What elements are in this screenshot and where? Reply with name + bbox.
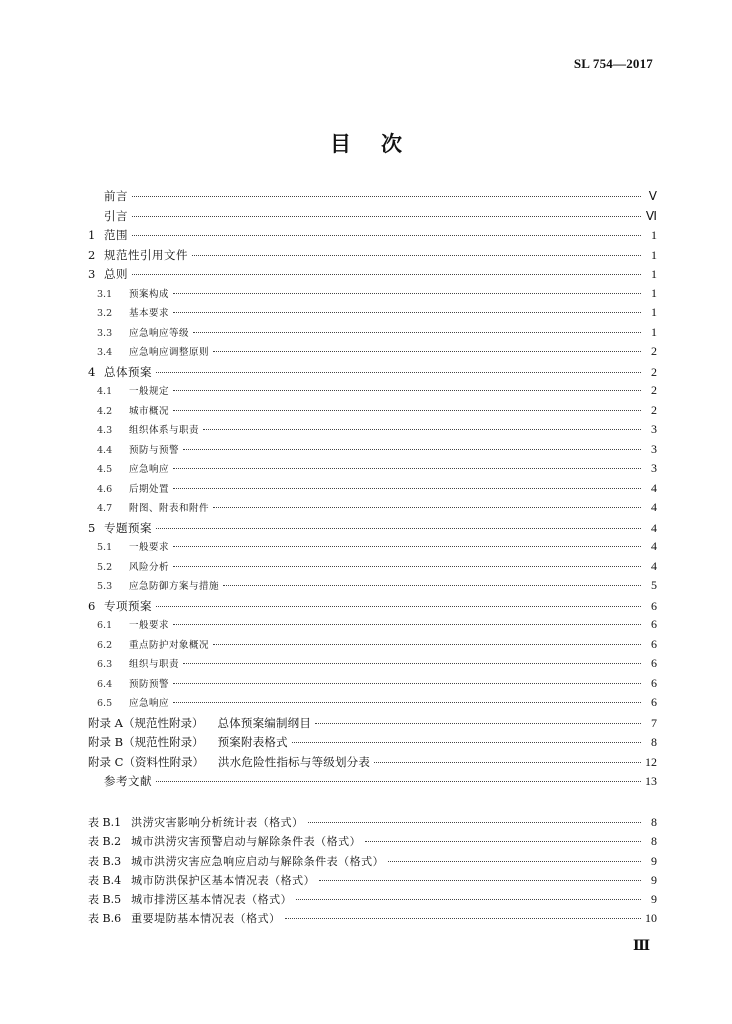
table-of-contents	[88, 188, 657, 793]
toc-entry[interactable]	[88, 286, 657, 306]
entry-number: 附录 B（规范性附录）	[88, 735, 204, 749]
entry-page: 1	[651, 247, 657, 262]
toc-entry[interactable]	[88, 403, 657, 423]
entry-title: 组织与职责	[129, 659, 180, 670]
dot-leader	[173, 702, 641, 703]
dot-leader	[365, 841, 641, 842]
entry-page: 4	[651, 500, 657, 514]
entry-number: 4.5	[97, 464, 113, 475]
entry-title: 一般规定	[129, 386, 170, 397]
dot-leader	[173, 410, 641, 411]
dot-leader	[285, 918, 641, 919]
entry-title: 应急响应	[129, 698, 170, 709]
dot-leader	[173, 683, 641, 684]
entry-page: 4	[651, 520, 657, 535]
table-entry[interactable]	[88, 891, 657, 910]
entry-number: 表 B.5	[88, 893, 122, 907]
entry-number: 4.6	[97, 483, 113, 495]
table-entry[interactable]	[88, 910, 657, 929]
entry-title: 洪水危险性指标与等级划分表	[217, 754, 371, 769]
dot-leader	[192, 255, 641, 256]
entry-title: 一般要求	[129, 542, 170, 553]
toc-entry[interactable]	[88, 481, 657, 501]
toc-entry[interactable]	[88, 208, 657, 228]
entry-page: 3	[651, 422, 657, 436]
entry-title: 总体预案	[104, 364, 152, 379]
entry-title: 风险分析	[129, 561, 170, 573]
entry-number: 表 B.2	[88, 835, 122, 849]
dot-leader	[319, 880, 641, 881]
entry-page: 6	[651, 617, 657, 631]
entry-number: 6.5	[97, 698, 113, 709]
entry-number: 5	[88, 520, 96, 535]
dot-leader	[132, 196, 641, 197]
table-entry[interactable]	[88, 833, 657, 852]
entry-page: 4	[651, 558, 657, 573]
toc-entry[interactable]	[88, 266, 657, 286]
entry-number: 5.2	[97, 561, 113, 573]
page-title: 目次	[330, 131, 432, 156]
entry-title: 预防预警	[129, 678, 170, 690]
entry-number: 4.7	[97, 503, 113, 514]
dot-leader	[173, 624, 641, 625]
dot-leader	[173, 488, 641, 489]
dot-leader	[183, 663, 641, 664]
toc-entry[interactable]	[88, 442, 657, 462]
entry-page: 1	[651, 228, 657, 242]
dot-leader	[193, 332, 641, 333]
entry-page: 9	[651, 892, 657, 907]
entry-page: 1	[651, 324, 657, 339]
entry-number: 附录 C（资料性附录）	[88, 754, 204, 769]
toc-entry[interactable]	[88, 188, 657, 208]
entry-page: 4	[651, 480, 657, 495]
entry-title: 范围	[104, 228, 128, 242]
entry-title: 应急响应	[129, 464, 170, 475]
entry-number: 3.4	[97, 347, 113, 358]
entry-page: 6	[651, 675, 657, 690]
entry-page: 7	[651, 715, 657, 730]
toc-entry[interactable]	[88, 559, 657, 579]
entry-title: 总体预案编制纲目	[217, 715, 312, 730]
entry-title: 预案附表格式	[217, 735, 288, 749]
entry-number: 1	[88, 228, 96, 242]
toc-entry[interactable]	[88, 325, 657, 345]
entry-number: 3	[88, 267, 96, 281]
dot-leader	[388, 861, 641, 862]
entry-page: 8	[651, 815, 657, 829]
toc-entry[interactable]	[88, 637, 657, 657]
entry-number: 4.2	[97, 405, 113, 417]
entry-number: 6	[88, 598, 96, 613]
entry-page: 2	[651, 344, 657, 358]
dot-leader	[132, 235, 641, 236]
list-of-tables	[88, 814, 657, 930]
dot-leader	[223, 585, 641, 586]
entry-title: 重点防护对象概况	[129, 639, 210, 651]
dot-leader	[213, 351, 641, 352]
toc-entry[interactable]	[88, 695, 657, 715]
toc-entry[interactable]	[88, 383, 657, 403]
toc-entry[interactable]	[88, 227, 657, 247]
entry-title: 前言	[104, 189, 128, 203]
entry-number: 4.4	[97, 444, 113, 456]
entry-title: 预案构成	[129, 288, 170, 300]
toc-entry[interactable]	[88, 539, 657, 559]
standard-code: SL 754—2017	[573, 56, 653, 71]
entry-title: 专项预案	[104, 598, 152, 613]
entry-page: 6	[651, 695, 657, 709]
toc-entry[interactable]	[88, 773, 657, 793]
entry-title: 重要堤防基本情况表（格式）	[131, 912, 281, 926]
dot-leader	[203, 429, 641, 430]
entry-page: 2	[651, 364, 657, 379]
entry-title: 总则	[104, 267, 128, 281]
dot-leader	[173, 312, 641, 313]
entry-title: 城市排涝区基本情况表（格式）	[131, 893, 293, 907]
toc-entry[interactable]	[88, 578, 657, 598]
entry-page: 10	[645, 911, 657, 926]
entry-number: 表 B.1	[88, 816, 122, 829]
toc-entry[interactable]	[88, 754, 657, 774]
entry-number: 5.3	[97, 581, 113, 592]
dot-leader	[156, 606, 641, 607]
toc-entry[interactable]	[88, 344, 657, 364]
entry-title: 一般要求	[129, 620, 170, 631]
entry-page: 6	[651, 598, 657, 613]
entry-title: 规范性引用文件	[104, 247, 188, 262]
dot-leader	[374, 762, 641, 763]
dot-leader	[183, 449, 641, 450]
toc-entry[interactable]	[88, 617, 657, 637]
entry-number: 5.1	[97, 542, 113, 553]
page-number: Ⅲ	[632, 939, 650, 954]
entry-number: 6.2	[97, 639, 113, 651]
entry-page: 9	[651, 853, 657, 868]
entry-page: 8	[651, 834, 657, 849]
entry-title: 应急响应调整原则	[129, 347, 210, 358]
entry-page: 2	[651, 402, 657, 417]
entry-page: 2	[651, 383, 657, 397]
entry-title: 应急防御方案与措施	[129, 581, 220, 592]
entry-page: 6	[651, 656, 657, 670]
entry-page: 13	[645, 774, 657, 788]
entry-number: 3.3	[97, 327, 113, 339]
entry-number: 附录 A（规范性附录）	[88, 715, 204, 730]
entry-title: 城市洪涝灾害应急响应启动与解除条件表（格式）	[131, 854, 385, 868]
dot-leader	[292, 742, 641, 743]
entry-page: 1	[651, 285, 657, 300]
entry-title: 预防与预警	[129, 444, 180, 456]
entry-number: 2	[88, 247, 96, 262]
toc-entry[interactable]	[88, 305, 657, 325]
entry-title: 参考文献	[104, 774, 152, 788]
entry-title: 城市概况	[129, 405, 170, 417]
dot-leader	[173, 468, 641, 469]
entry-title: 引言	[104, 208, 128, 223]
dot-leader	[173, 390, 641, 391]
toc-entry[interactable]	[88, 247, 657, 267]
entry-page: 1	[651, 267, 657, 281]
entry-page: 1	[651, 305, 657, 319]
entry-title: 城市洪涝灾害预警启动与解除条件表（格式）	[131, 835, 362, 849]
table-entry[interactable]	[88, 872, 657, 891]
toc-entry[interactable]	[88, 520, 657, 540]
dot-leader	[132, 274, 641, 275]
toc-entry[interactable]	[88, 364, 657, 384]
entry-number: 6.3	[97, 659, 113, 670]
entry-page: Ⅴ	[648, 189, 657, 203]
entry-number: 6.1	[97, 620, 113, 631]
entry-page: 12	[645, 754, 657, 769]
entry-page: 5	[651, 578, 657, 592]
toc-entry[interactable]	[88, 676, 657, 696]
dot-leader	[173, 546, 641, 547]
toc-entry[interactable]	[88, 461, 657, 481]
table-entry[interactable]	[88, 814, 657, 833]
entry-page: 3	[651, 441, 657, 456]
table-entry[interactable]	[88, 853, 657, 872]
entry-number: 3.2	[97, 308, 113, 319]
dot-leader	[315, 723, 641, 724]
toc-entry[interactable]	[88, 715, 657, 735]
entry-title: 附图、附表和附件	[129, 503, 210, 514]
entry-number: 3.1	[97, 288, 113, 300]
entry-number: 4	[88, 364, 96, 379]
dot-leader	[213, 507, 641, 508]
entry-title: 城市防洪保护区基本情况表（格式）	[131, 873, 316, 887]
entry-title: 基本要求	[129, 308, 170, 319]
entry-number: 4.1	[97, 386, 113, 397]
entry-title: 组织体系与职责	[129, 425, 200, 436]
entry-title: 洪涝灾害影响分析统计表（格式）	[131, 816, 304, 829]
dot-leader	[213, 644, 641, 645]
dot-leader	[173, 566, 641, 567]
toc-entry[interactable]	[88, 734, 657, 754]
dot-leader	[156, 372, 641, 373]
entry-number: 4.3	[97, 425, 113, 436]
toc-entry[interactable]	[88, 656, 657, 676]
entry-page: Ⅵ	[645, 208, 657, 223]
dot-leader	[308, 822, 641, 823]
entry-number: 6.4	[97, 678, 113, 690]
entry-title: 应急响应等级	[129, 327, 190, 339]
dot-leader	[156, 528, 641, 529]
dot-leader	[132, 216, 641, 217]
entry-number: 表 B.3	[88, 854, 122, 868]
dot-leader	[173, 293, 641, 294]
entry-page: 4	[651, 539, 657, 553]
entry-number: 表 B.4	[88, 873, 122, 887]
entry-title: 专题预案	[104, 520, 152, 535]
entry-title: 后期处置	[129, 483, 170, 495]
toc-entry[interactable]	[88, 500, 657, 520]
dot-leader	[296, 899, 641, 900]
entry-number: 表 B.6	[88, 912, 122, 926]
toc-entry[interactable]	[88, 598, 657, 618]
dot-leader	[156, 781, 641, 782]
entry-page: 8	[651, 735, 657, 749]
entry-page: 9	[651, 872, 657, 887]
entry-page: 3	[651, 461, 657, 475]
toc-entry[interactable]	[88, 422, 657, 442]
entry-page: 6	[651, 636, 657, 651]
